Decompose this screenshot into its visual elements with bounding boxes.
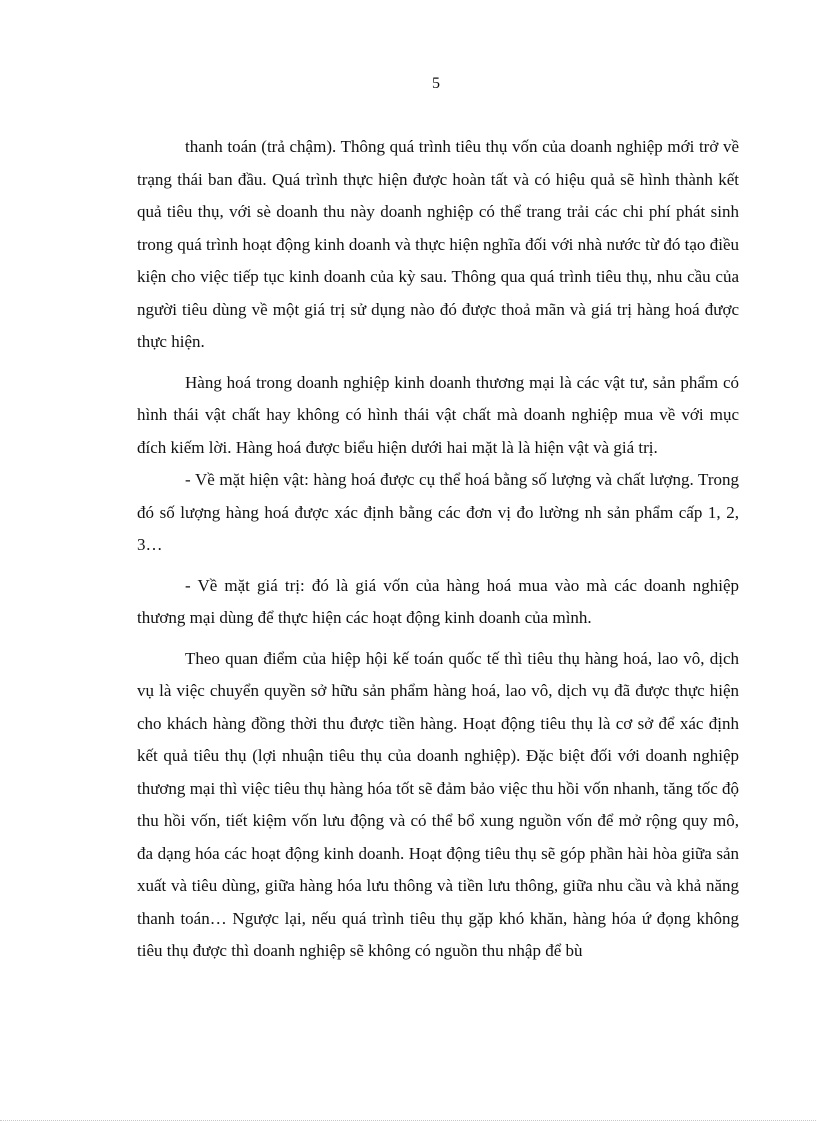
page-number: 5 bbox=[432, 75, 440, 92]
body-text bbox=[137, 131, 739, 968]
paragraph-1: thanh toán (trả chậm). Thông quá trình tiêu thụ vốn của doanh nghiệp mới trở về trạng thái ban đầu. Quá trình thực hiện được hoàn tất và có hiệu quả sẽ hình thành kết quả tiêu thụ, với sè doanh thu này doanh nghiệp có thể trang trải các chi phí phát sinh trong quá trình hoạt động kinh doanh và thực hiện nghĩa đối với nhà nước từ đó tạo điều kiện cho việc tiếp tục kinh doanh của kỳ sau. Thông qua quá trình tiêu thụ, nhu cầu của người tiêu dùng về một giá trị sử dụng nào đó được thoả mãn và giá trị hàng hoá được thực hiện. bbox=[137, 137, 739, 351]
paragraph-4: - Về mặt giá trị: đó là giá vốn của hàng hoá mua vào mà các doanh nghiệp thương mại dùng để thực hiện các hoạt động kinh doanh của mình. bbox=[137, 575, 739, 627]
paragraph-2: Hàng hoá trong doanh nghiệp kinh doanh thương mại là các vật tư, sản phẩm có hình thái vật chất hay không có hình thái vật chất mà doanh nghiệp mua về với mục đích kiếm lời. Hàng hoá được biểu hiện dưới hai mặt là là hiện vật và giá trị. bbox=[137, 372, 739, 457]
paragraph-3: - Về mặt hiện vật: hàng hoá được cụ thể hoá bằng số lượng và chất lượng. Trong đó số lượng hàng hoá được xác định bằng các đơn vị đo lường nh sản phẩm cấp 1, 2, 3… bbox=[137, 470, 739, 554]
page-bottom-divider bbox=[0, 1120, 816, 1121]
paragraph-5: Theo quan điểm của hiệp hội kế toán quốc tế thì tiêu thụ hàng hoá, lao vô, dịch vụ là việc chuyển quyền sở hữu sản phẩm hàng hoá, lao vô, dịch vụ đã được thực hiện cho khách hàng đồng thời thu được tiền hàng. Hoạt động tiêu thụ là cơ sở để xác định kết quả tiêu thụ (lợi nhuận tiêu thụ của doanh nghiệp). Đặc biệt đối với doanh nghiệp thương mại thì việc tiêu thụ hàng hóa tốt sẽ đảm bảo việc thu hồi vốn nhanh, tăng tốc độ thu hồi vốn, tiết kiệm vốn lưu động và có thể bổ xung nguồn vốn để mở rộng quy mô, đa dạng hóa các hoạt động kinh doanh. Hoạt động tiêu thụ sẽ góp phần hài hòa giữa sản xuất và tiêu dùng, giữa hàng hóa lưu thông và tiền lưu thông, giữa nhu cầu và khả năng thanh toán… Ngược lại, nếu quá trình tiêu thụ gặp khó khăn, hàng hóa ứ đọng không tiêu thụ được thì doanh nghiệp sẽ không có nguồn thu nhập để bù bbox=[137, 648, 739, 960]
